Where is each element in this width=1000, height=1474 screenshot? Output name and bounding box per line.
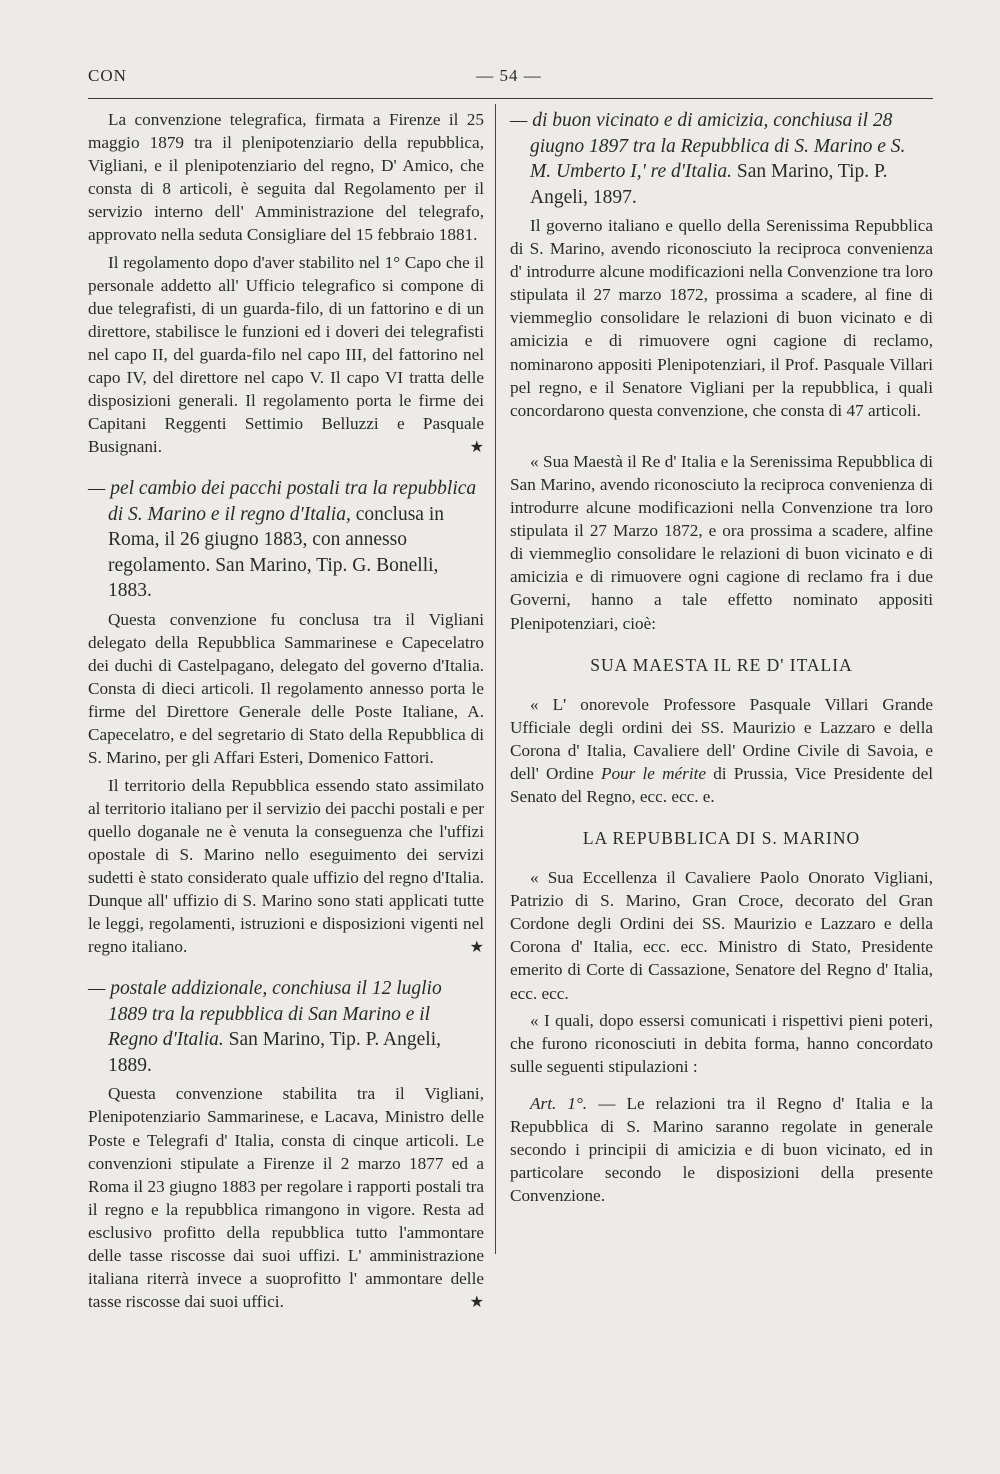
page-header	[88, 66, 930, 94]
left-column	[88, 108, 484, 1311]
quote-villari-text: « L' onorevole Professore Pasquale Villari Grande Ufficiale degli ordini dei SS. Maurizio e Lazzaro e della Corona d' Italia, Cavaliere dell' Ordine Civile di Savoia, e dell' Ordine	[510, 694, 933, 783]
paragraph-neighbourhood-summary: Il governo italiano e quello della Serenissima Repubblica di S. Marino, avendo riconosciuto la reciproca convenienza d' introdurre alcune modificazioni nella Convenzione tra loro stipulata il 27 marzo 1872, prossima a scadere, al fine di viemmeglio consolidare le relazioni di buon vicinato e di amicizia e di rimuovere ogni cagione di reclamo, nominarono appositi Plenipotenziari, il Prof. Pasquale Villari pel regno, e il Senatore Vigliani per la repubblica, i quali concordarono questa convenzione, che consta di 47 articoli.	[510, 216, 933, 420]
section-title-italic: — pel cambio dei pacchi postali tra la repubblica di S. Marino e il regno d'Italia,	[88, 478, 477, 525]
quote-villari-text-end: di Prussia, Vice Presidente del Senato del Regno, ecc. ecc. e.	[510, 763, 933, 806]
section-title-roman: San Marino, Tip. P. Angeli, 1889.	[108, 1029, 441, 1076]
section-title-italic: — di buon vicinato e di amicizia, conchiusa il 28 giugno 1897 tra la Repubblica di S. Marino e S. M. Umberto I,' re d'Italia.	[510, 110, 906, 182]
quote-villari	[510, 693, 933, 808]
article-label: Art. 1°.	[530, 1093, 588, 1113]
paragraph-telegraph-regulation: Il regolamento dopo d'aver stabilito nel 1° Capo che il personale addetto all' Ufficio telegrafico si compone di due telegrafisti, di un guarda-filo, di un fattorino e di un direttore, stabilisce le funzioni ed i doveri dei telegrafisti nel capo II, del guarda-filo nel capo III, del fattorino nel capo IV, del direttore nel capo V. Il capo VI tratta delle disposizioni generali. Il regolamento porta le firme dei Capitani Reggenti Settimio Belluzzi e Pasquale Busignani.	[88, 252, 484, 457]
section-title-postal-parcels	[88, 476, 484, 604]
header-rule	[88, 98, 933, 99]
running-head: CON	[88, 66, 127, 85]
article-text: — Le relazioni tra il Regno d' Italia e la Repubblica di S. Marino saranno regolate in generale secondo i principii di amicizia e di buon vicinato, ed in particolare secondo le disposizioni della presente Convenzione.	[510, 1093, 933, 1206]
quote-preamble: « Sua Maestà il Re d' Italia e la Serenissima Repubblica di San Marino, avendo riconosciuto la reciproca convenienza di introdurre alcune modificazioni nella Convenzione tra loro stipulata il 27 Marzo 1872, e ora prossima a scadere, alfine di viemmeglio consolidare le relazioni di buon vicinato e di amicizia e di rimuovere ogni cagione di reclamo fra i due Governi, hanno a tale effetto nominato appositi Plenipotenziari, cioè:	[510, 451, 933, 633]
paragraph-parcels-territory: Il territorio della Repubblica essendo stato assimilato al territorio italiano per il servizio dei pacchi postali e per quello doganale ne è venuta la conseguenza che l'uffizi opostale di S. Marino nello eseguimento dei servizi sudetti è stato considerato quale uffizio del regno d'Italia. Dunque all' uffizio di S. Marino sono stati applicati tutte le leggi, regolamenti, istruzioni e disposizioni vigenti nel regno italiano.	[88, 775, 484, 957]
section-title-good-neighbourhood	[510, 108, 933, 210]
paragraph-parcels-convention: Questa convenzione fu conclusa tra il Vigliani delegato della Repubblica Sammarinese e Capecelatro dei duchi di Castelpagano, delegato del governo d'Italia. Consta di dieci articoli. Il regolamento annesso porta le firme del Direttore Generale delle Poste Italiane, A. Capecelatro, e del segretario di Stato della Repubblica di S. Marino, per gli Affari Esteri, Domenico Fattori.	[88, 609, 484, 768]
section-end-star: ★	[469, 439, 484, 457]
heading-republic-san-marino: LA REPUBBLICA DI S. MARINO	[582, 828, 861, 849]
article-1	[510, 1092, 933, 1207]
section-title-italic: — postale addizionale, conchiusa il 12 luglio 1889 tra la repubblica di San Marino e il Regno d'Italia.	[88, 978, 442, 1051]
section-title-roman: conclusa in Roma, il 26 giugno 1883, con annesso regolamento. San Marino, Tip. G. Bonelli, 1883.	[108, 503, 444, 602]
quote-full-powers: « I quali, dopo essersi comunicati i rispettivi pieni poteri, che furono riconosciuti in debita forma, hanno concordato sulle seguenti stipulazioni :	[510, 1010, 933, 1076]
order-pour-le-merite: Pour le mérite	[600, 763, 707, 783]
column-divider	[495, 104, 496, 1254]
quote-vigliani: « Sua Eccellenza il Cavaliere Paolo Onorato Vigliani, Patrizio di S. Marino, Gran Croce, decorato del Gran Cordone degli Ordini dei SS. Maurizio e Lazzaro e della Corona d' Italia, ecc. ecc. Ministro di Stato, Presidente emerito di Corte di Cassazione, Senatore del Regno d' Italia, ecc. ecc.	[510, 868, 933, 1003]
heading-king-of-italy: SUA MAESTA IL RE D' ITALIA	[590, 654, 853, 675]
paragraph-postal-additional: Questa convenzione stabilita tra il Vigliani, Plenipotenziario Sammarinese, e Lacava, Ministro delle Poste e Telegrafi d' Italia, consta di cinque articoli. Le convenzioni stipulate a Firenze il 2 marzo 1877 ed a Roma il 23 giugno 1883 per regolare i rapporti postali tra il regno e la repubblica rimangono in vigore. Resta ad esclusivo profitto della repubblica tutto l'ammontare delle tasse riscosse dai suoi uffizi. L' amministrazione italiana riterrà invece a suoprofitto l' ammontare delle tasse riscosse dai suoi uffici.	[88, 1084, 484, 1312]
section-end-star: ★	[469, 939, 484, 957]
right-column	[510, 108, 933, 1207]
paragraph-telegraph-convention: La convenzione telegrafica, firmata a Firenze il 25 maggio 1879 tra il plenipotenziario della repubblica, Vigliani, e il plenipotenziario del regno, D' Amico, che consta di 8 articoli, è seguita dal Regolamento per il servizio interno dell' Amministrazione del telegrafo, approvato nella seduta Consigliare del 15 febbraio 1881.	[88, 110, 484, 245]
section-title-postal-additional	[88, 976, 484, 1078]
section-title-roman: San Marino, Tip. P. Angeli, 1897.	[530, 161, 888, 208]
page-number: — 54 —	[476, 66, 542, 85]
section-end-star: ★	[469, 1294, 484, 1312]
